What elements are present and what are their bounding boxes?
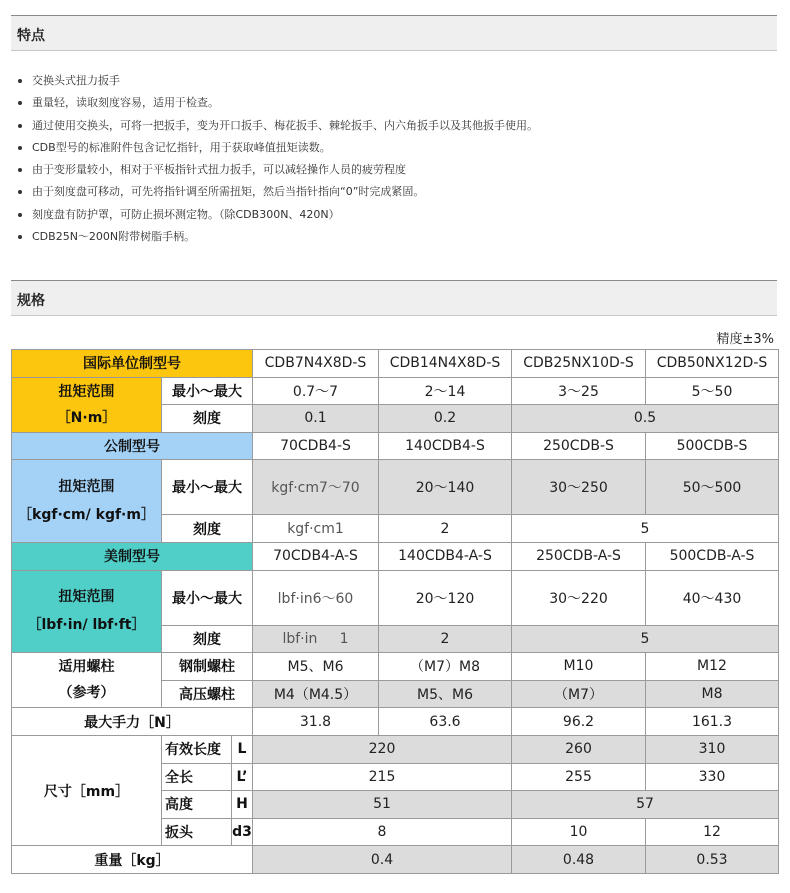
metric-scale-value: 5 (512, 515, 779, 543)
features-list (16, 70, 538, 248)
steel-bolt-value: M5、M6 (253, 653, 379, 681)
eff-length-label: 有效长度 (162, 735, 232, 763)
max-force-value: 96.2 (512, 708, 646, 736)
us-model: 70CDB4-A-S (253, 542, 379, 570)
si-model: CDB50NX12D-S (646, 350, 779, 378)
eff-length-symbol: L (232, 735, 253, 763)
si-range-title: 扭矩范围 (58, 383, 115, 400)
us-scale-label: 刻度 (162, 625, 253, 653)
head-value: 12 (646, 818, 779, 846)
hp-bolt-value: （M7） (512, 680, 646, 708)
us-range-value: 30～220 (512, 570, 646, 625)
bolts-label (12, 653, 162, 708)
metric-model-label: 公制型号 (12, 432, 253, 460)
si-scale-value: 0.1 (253, 405, 379, 433)
steel-bolt-label: 钢制螺柱 (162, 653, 253, 681)
table-row (12, 735, 779, 763)
si-model: CDB14N4X8D-S (379, 350, 512, 378)
table-row (12, 542, 779, 570)
table-row (12, 460, 779, 515)
us-scale-value: 5 (512, 625, 779, 653)
metric-range-title: 扭矩范围 (58, 479, 115, 496)
metric-range-value: 20～140 (379, 460, 512, 515)
metric-minmax-label: 最小～最大 (162, 460, 253, 515)
max-force-value: 31.8 (253, 708, 379, 736)
table-row (12, 708, 779, 736)
us-scale-value: 2 (379, 625, 512, 653)
si-minmax-label: 最小～最大 (162, 377, 253, 405)
us-model: 500CDB-A-S (646, 542, 779, 570)
si-range-label (12, 377, 162, 432)
si-range-value: 0.7～7 (253, 377, 379, 405)
table-row (12, 377, 779, 405)
eff-length-value: 310 (646, 735, 779, 763)
metric-scale-value: kgf·cm1 (253, 515, 379, 543)
eff-length-value: 260 (512, 735, 646, 763)
height-label: 高度 (162, 791, 232, 819)
us-scale-unit: lbf·in (282, 630, 318, 647)
features-header (11, 15, 777, 51)
si-range-unit: ［N·m］ (56, 409, 117, 426)
list-item: 交换头式扭力扳手 (16, 70, 538, 92)
metric-range-value: kgf·cm7～70 (253, 460, 379, 515)
eff-length-value: 220 (253, 735, 512, 763)
metric-range-value: 30～250 (512, 460, 646, 515)
list-item: CDB25N～200N附带树脂手柄。 (16, 226, 538, 248)
head-symbol: d3 (232, 818, 253, 846)
table-row (12, 653, 779, 681)
list-item: 刻度盘有防护罩，可防止损坏测定物。（除CDB300N、420N） (16, 204, 538, 226)
us-range-label (12, 570, 162, 653)
max-force-value: 63.6 (379, 708, 512, 736)
table-row (12, 432, 779, 460)
total-length-value: 215 (253, 763, 512, 791)
total-length-symbol: L’ (232, 763, 253, 791)
height-symbol: H (232, 791, 253, 819)
head-label: 扳头 (162, 818, 232, 846)
specs-header (11, 280, 777, 316)
weight-value: 0.4 (253, 846, 512, 874)
si-range-value: 5～50 (646, 377, 779, 405)
metric-model: 140CDB4-S (379, 432, 512, 460)
si-range-value: 2～14 (379, 377, 512, 405)
metric-model: 250CDB-S (512, 432, 646, 460)
us-range-title: 扭矩范围 (58, 589, 115, 606)
table-row (12, 350, 779, 378)
us-range-value: 20～120 (379, 570, 512, 625)
us-scale-cell (253, 625, 379, 653)
list-item: 由于变形量较小，相对于平板指针式扭力扳手，可以减轻操作人员的疲劳程度 (16, 159, 538, 181)
table-row (12, 846, 779, 874)
spec-table (11, 349, 779, 874)
metric-scale-label: 刻度 (162, 515, 253, 543)
si-model: CDB7N4X8D-S (253, 350, 379, 378)
hp-bolt-value: M4（M4.5） (253, 680, 379, 708)
total-length-value: 255 (512, 763, 646, 791)
si-model: CDB25NX10D-S (512, 350, 646, 378)
list-item: CDB型号的标准附件包含记忆指针，用于获取峰值扭矩读数。 (16, 137, 538, 159)
bolts-title: 适用螺柱 (58, 659, 115, 676)
weight-value: 0.48 (512, 846, 646, 874)
head-value: 10 (512, 818, 646, 846)
metric-range-label (12, 460, 162, 543)
us-range-unit: ［lbf·in/ lbf·ft］ (27, 617, 146, 634)
hp-bolt-label: 高压螺柱 (162, 680, 253, 708)
metric-range-value: 50～500 (646, 460, 779, 515)
us-scale-value: 1 (339, 630, 349, 647)
hp-bolt-value: M8 (646, 680, 779, 708)
height-value: 51 (253, 791, 512, 819)
us-model: 140CDB4-A-S (379, 542, 512, 570)
us-model: 250CDB-A-S (512, 542, 646, 570)
bolts-ref: （参考） (58, 685, 115, 702)
precision-note: 精度±3% (716, 332, 774, 347)
total-length-value: 330 (646, 763, 779, 791)
head-value: 8 (253, 818, 512, 846)
si-scale-value: 0.2 (379, 405, 512, 433)
metric-model: 70CDB4-S (253, 432, 379, 460)
si-scale-label: 刻度 (162, 405, 253, 433)
list-item: 通过使用交换头，可将一把扳手，变为开口扳手、梅花扳手、棘轮扳手、内六角扳手以及其他扳手使用。 (16, 115, 538, 137)
weight-label: 重量［kg］ (12, 846, 253, 874)
max-force-value: 161.3 (646, 708, 779, 736)
si-model-label: 国际单位制型号 (12, 350, 253, 378)
features-title: 特点 (17, 28, 45, 44)
weight-value: 0.53 (646, 846, 779, 874)
hp-bolt-value: M5、M6 (379, 680, 512, 708)
metric-model: 500CDB-S (646, 432, 779, 460)
steel-bolt-value: M10 (512, 653, 646, 681)
steel-bolt-value: M12 (646, 653, 779, 681)
si-scale-value: 0.5 (512, 405, 779, 433)
specs-title: 规格 (17, 293, 45, 309)
dims-label: 尺寸［mm］ (12, 735, 162, 845)
list-item: 由于刻度盘可移动，可先将指针调至所需扭矩，然后当指针指向“0”时完成紧固。 (16, 181, 538, 203)
us-range-value: lbf·in6～60 (253, 570, 379, 625)
us-range-value: 40～430 (646, 570, 779, 625)
height-value: 57 (512, 791, 779, 819)
metric-scale-value: 2 (379, 515, 512, 543)
metric-range-unit: ［kgf·cm/ kgf·m］ (18, 507, 155, 524)
table-row (12, 570, 779, 625)
steel-bolt-value: （M7）M8 (379, 653, 512, 681)
us-minmax-label: 最小～最大 (162, 570, 253, 625)
list-item: 重量轻，读取刻度容易，适用于检查。 (16, 92, 538, 114)
total-length-label: 全长 (162, 763, 232, 791)
si-range-value: 3～25 (512, 377, 646, 405)
max-force-label: 最大手力［N］ (12, 708, 253, 736)
us-model-label: 美制型号 (12, 542, 253, 570)
